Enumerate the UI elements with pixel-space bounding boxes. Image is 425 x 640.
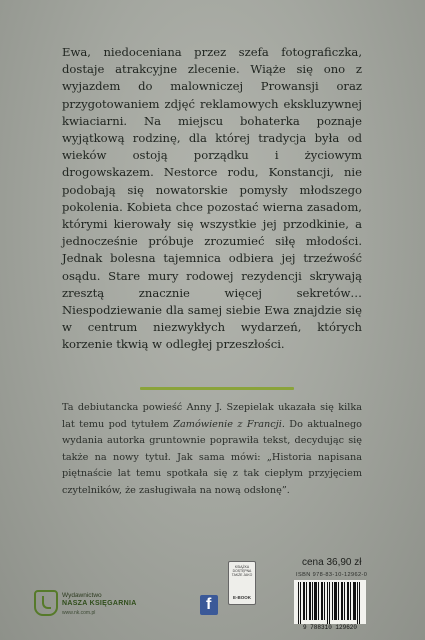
ebook-badge-label: E-BOOK xyxy=(233,595,251,600)
facebook-glyph: f xyxy=(206,596,212,613)
blurb-text: Ewa, niedoceniana przez szefa fotograficzka, dostaje atrakcyjne zlecenie. Wiąże się ono z wyjazdem do malowniczej Prowansji oraz przygotowaniem zdjęć reklamowych ekskluzywnej kwiaciarni. Na miejscu bohaterka poznaje wyjątkową rodzinę, dla której tradycja była od wieków ostoją porządku i życiowym drogowskazem. Nestorce rodu, Konstancji, nie podobają się nowatorskie pomysły młodszego pokolenia. Kobieta chce pozostać wierna zasadom, którymi kierowały się wszystkie jej przodkinie, a jednocześnie próbuje zrozumieć siłę młodości. Jednak bolesna tajemnica odbiera jej trzeźwość osądu. Stare mury rodowej rezydencji skrywają zresztą znacznie więcej sekretów… Niespodziewanie dla samej siebie Ewa znajdzie się w centrum niezwykłych wydarzeń, których korzenie tkwią w odległej przeszłości. xyxy=(62,45,362,352)
isbn-label: ISBN 978-83-10-12962-0 xyxy=(296,572,368,578)
publisher-logo xyxy=(34,588,154,620)
about-text-part1: Ta debiutancka powieść Anny J. Szepielak ukazała się kilka lat temu pod tytułem xyxy=(62,402,362,430)
publisher-name: NASZA KSIĘGARNIA xyxy=(62,600,137,607)
facebook-icon xyxy=(200,595,218,615)
barcode xyxy=(294,580,366,624)
previous-title: Zamówienie z Francji xyxy=(173,418,282,430)
ebook-badge xyxy=(228,561,256,605)
about-text-part2: . Do aktualnego wydania autorka gruntownie poprawiła tekst, decydując się także na nowy tytuł. Jak sama mówi: „Historia napisana piętnaście lat temu spotkała się z tak ciepłym przyjęciem czytelników, że zasługiwała na nową odsłonę”. xyxy=(62,418,362,496)
publisher-label: Wydawnictwo xyxy=(62,592,102,599)
barcode-bars xyxy=(294,580,366,624)
publisher-url: www.nk.com.pl xyxy=(62,610,96,616)
about-text xyxy=(62,400,362,500)
divider-line xyxy=(140,387,294,390)
ebook-badge-small-text: KSIĄŻKA DOSTĘPNA TAKŻE JAKO xyxy=(231,565,253,578)
price-label: cena 36,90 zł xyxy=(302,557,362,568)
barcode-digits: 9 788310 129620 xyxy=(302,624,357,631)
bookshop-bag-icon xyxy=(34,590,58,616)
